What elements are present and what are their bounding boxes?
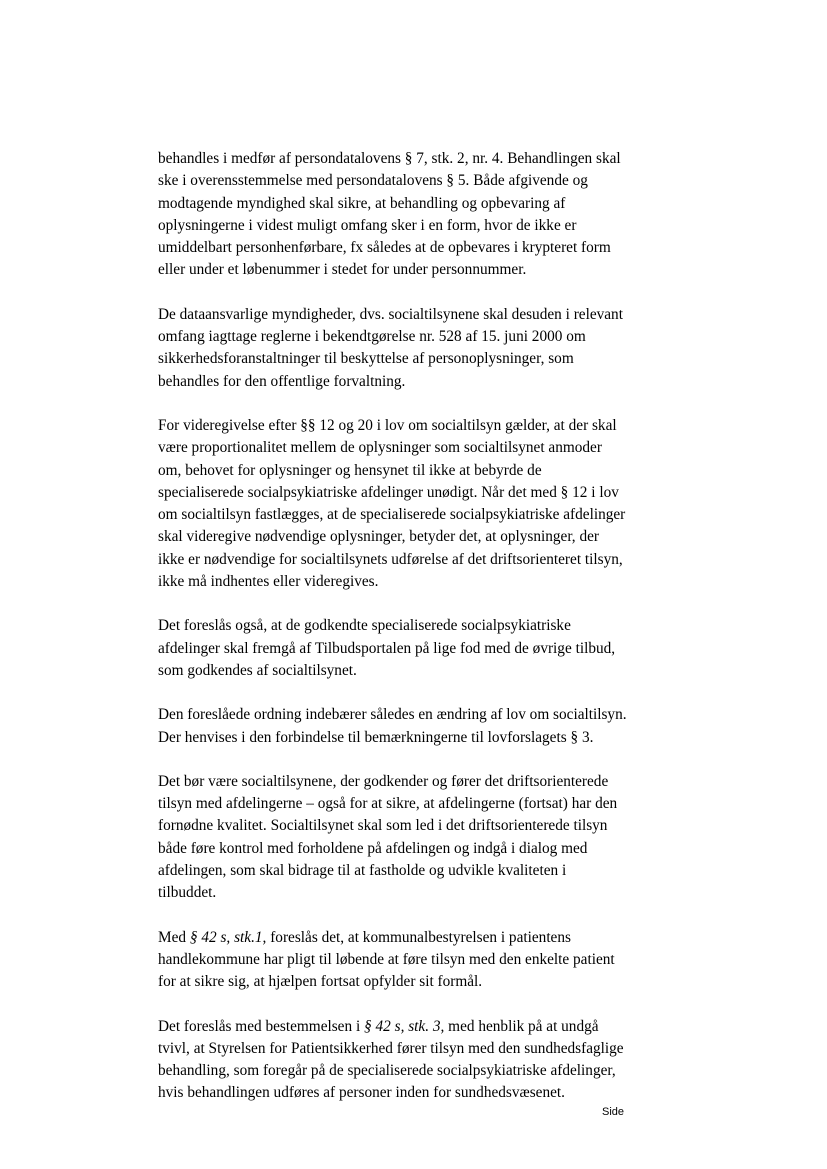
text-line	[158, 793, 678, 815]
text-line	[158, 415, 678, 437]
text-run: ske i overensstemmelse med persondatalovens § 5. Både afgivende og	[158, 172, 588, 190]
text-line	[158, 1082, 678, 1104]
text-run: fornødne kvalitet. Socialtilsynet skal som led i det driftsorienterede tilsyn	[158, 817, 608, 835]
text-line	[158, 1016, 678, 1038]
text-run: ikke er nødvendige for socialtilsynets udførelse af det driftsorienteret tilsyn,	[158, 550, 623, 568]
text-run: med henblik på at undgå	[444, 1017, 599, 1035]
text-line	[158, 460, 678, 482]
text-run: modtagende myndighed skal sikre, at behandling og opbevaring af	[158, 194, 566, 212]
text-run: tilsyn med afdelingerne – også for at sikre, at afdelingerne (fortsat) har den	[158, 795, 618, 813]
text-line	[158, 526, 678, 548]
text-line	[158, 259, 678, 281]
text-line	[158, 148, 678, 170]
paragraph	[158, 304, 678, 393]
text-line	[158, 504, 678, 526]
text-line	[158, 882, 678, 904]
text-line	[158, 771, 678, 793]
text-run: skal videregive nødvendige oplysninger, betyder det, at oplysninger, der	[158, 528, 599, 546]
text-run: som godkendes af socialtilsynet.	[158, 661, 357, 679]
text-run: behandles for den offentlige forvaltning.	[158, 372, 406, 390]
page-footer-label: Side	[602, 1106, 625, 1118]
text-run: både føre kontrol med forholdene på afdelingen og indgå i dialog med	[158, 839, 588, 857]
paragraph	[158, 704, 678, 749]
text-run: hvis behandlingen udføres af personer inden for sundhedsvæsenet.	[158, 1084, 565, 1102]
text-run: Det foreslås med bestemmelsen i	[158, 1017, 365, 1035]
paragraph	[158, 927, 678, 994]
text-run: behandles i medfør af persondatalovens § 7, stk. 2, nr. 4. Behandlingen skal	[158, 150, 621, 167]
text-line	[158, 1060, 678, 1082]
text-run: for at sikre sig, at hjælpen fortsat opfylder sit formål.	[158, 973, 483, 991]
paragraph	[158, 415, 678, 593]
text-line	[158, 704, 678, 726]
text-line	[158, 482, 678, 504]
text-line	[158, 927, 678, 949]
text-line	[158, 971, 678, 993]
text-line	[158, 193, 678, 215]
text-line	[158, 437, 678, 459]
text-line	[158, 215, 678, 237]
text-run: Det bør være socialtilsynene, der godkender og fører det driftsorienterede	[158, 772, 609, 790]
text-run: tilbuddet.	[158, 884, 217, 902]
text-run: afdelinger skal fremgå af Tilbudsportalen på lige fod med de øvrige tilbud,	[158, 639, 616, 657]
text-line	[158, 371, 678, 393]
text-run: Den foreslåede ordning indebærer således en ændring af lov om socialtilsyn.	[158, 706, 627, 724]
text-line	[158, 304, 678, 326]
text-run: Med	[158, 928, 190, 946]
text-run: om, behovet for oplysninger og hensynet til ikke at bebyrde de	[158, 461, 542, 479]
text-run: Det foreslås også, at de godkendte specialiserede socialpsykiatriske	[158, 617, 571, 635]
text-line	[158, 237, 678, 259]
text-run: afdelingen, som skal bidrage til at fastholde og udvikle kvaliteten i	[158, 862, 567, 880]
text-line	[158, 660, 678, 682]
text-line	[158, 615, 678, 637]
text-line	[158, 860, 678, 882]
paragraph	[158, 771, 678, 905]
text-run: være proportionalitet mellem de oplysninger som socialtilsynet anmoder	[158, 439, 602, 457]
text-run: For videregivelse efter §§ 12 og 20 i lov om socialtilsyn gælder, at der skal	[158, 416, 617, 434]
text-run: oplysningerne i videst muligt omfang sker i en form, hvor de ikke er	[158, 216, 577, 234]
text-run: specialiserede socialpsykiatriske afdelinger unødigt. Når det med § 12 i lov	[158, 483, 619, 501]
paragraph	[158, 148, 678, 282]
text-run: tvivl, at Styrelsen for Patientsikkerhed fører tilsyn med den sundhedsfaglige	[158, 1039, 624, 1057]
text-line	[158, 638, 678, 660]
text-line	[158, 549, 678, 571]
text-line	[158, 838, 678, 860]
law-reference: § 42 s, stk. 3,	[364, 1017, 445, 1035]
text-run: foreslås det, at kommunalbestyrelsen i patientens	[266, 928, 571, 946]
text-run: eller under et løbenummer i stedet for under personnummer.	[158, 261, 527, 279]
text-line	[158, 815, 678, 837]
text-line	[158, 170, 678, 192]
paragraph	[158, 615, 678, 682]
text-line	[158, 727, 678, 749]
text-line	[158, 348, 678, 370]
text-line	[158, 326, 678, 348]
text-run: handlekommune har pligt til løbende at føre tilsyn med den enkelte patient	[158, 950, 615, 968]
text-line	[158, 1038, 678, 1060]
text-run: behandling, som foregår på de specialiserede socialpsykiatriske afdelinger,	[158, 1062, 616, 1080]
text-run: om socialtilsyn fastlægges, at de specialiserede socialpsykiatriske afdelinger	[158, 506, 626, 524]
paragraph	[158, 1016, 678, 1105]
document-body	[158, 148, 678, 1127]
text-line	[158, 571, 678, 593]
law-reference: § 42 s, stk.1,	[189, 928, 267, 946]
text-run: omfang iagttage reglerne i bekendtgørelse nr. 528 af 15. juni 2000 om	[158, 328, 586, 346]
text-line	[158, 949, 678, 971]
text-run: ikke må indhentes eller videregives.	[158, 573, 379, 591]
text-run: umiddelbart personhenførbare, fx således at de opbevares i krypteret form	[158, 239, 611, 257]
text-run: Der henvises i den forbindelse til bemærkningerne til lovforslagets § 3.	[158, 728, 594, 746]
text-run: De dataansvarlige myndigheder, dvs. socialtilsynene skal desuden i relevant	[158, 305, 623, 323]
text-run: sikkerhedsforanstaltninger til beskyttelse af personoplysninger, som	[158, 350, 574, 368]
